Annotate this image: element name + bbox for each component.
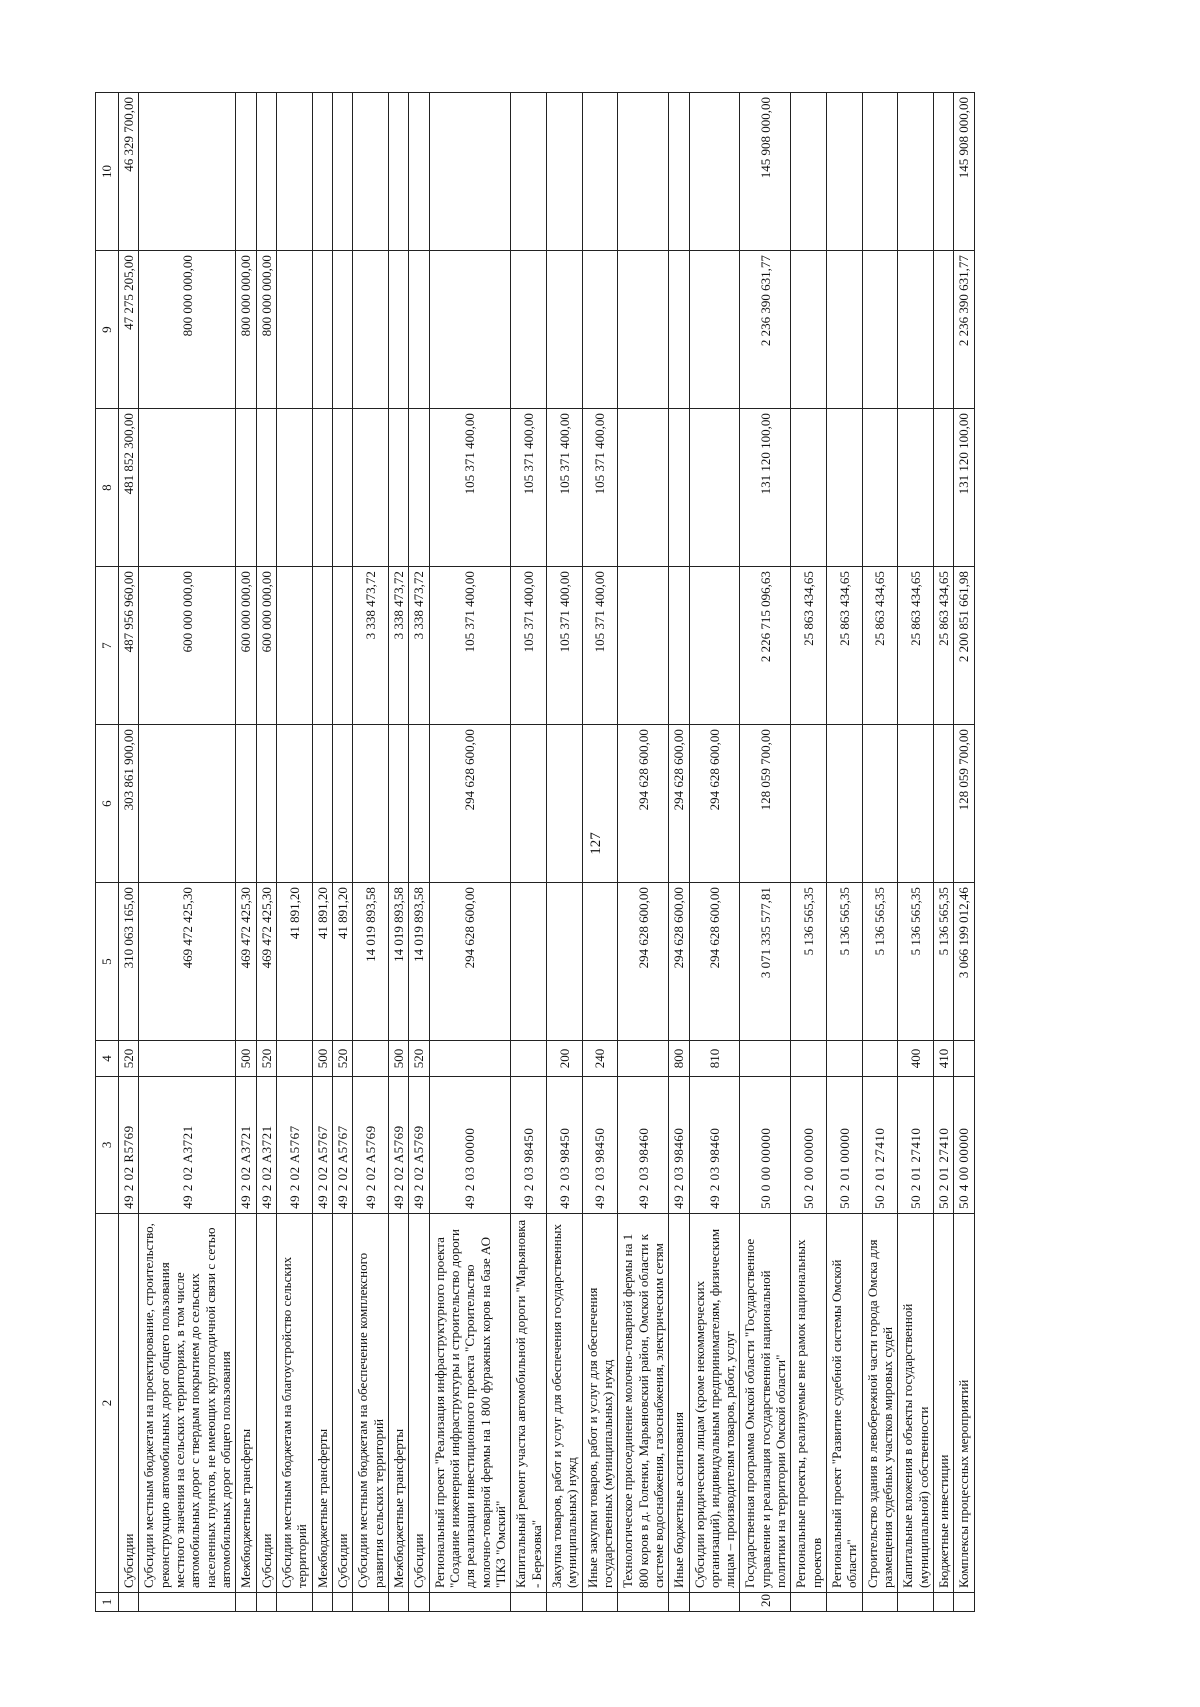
budget-table	[95, 92, 975, 1612]
row-name: Субсидии местным бюджетам на проектирование, строительство, реконструкцию автомобильных дорог общего пользования местного значения на сельских территориях, в том числе автомобильных дорог с твердым покрытием до сельских населенных пунктов, не имеющих круглогодичной связи с сетью автомобильных дорог общего пользования	[139, 1213, 236, 1592]
row-name: Межбюджетные трансферты	[312, 1213, 332, 1592]
row-value-8: 105 371 400,00	[429, 409, 511, 567]
row-value-5	[582, 883, 618, 1041]
row-name: Субсидии местным бюджетам на обеспечение комплексного развития сельских территорий	[353, 1213, 389, 1592]
row-value-7	[276, 567, 312, 725]
row-expense-type	[276, 1041, 312, 1077]
table-body	[119, 93, 975, 1612]
row-expense-type	[139, 1041, 236, 1077]
row-value-9	[689, 251, 740, 409]
row-expense-type	[862, 1041, 898, 1077]
row-value-7: 487 956 960,00	[119, 567, 139, 725]
row-value-8: 131 120 100,00	[954, 409, 974, 567]
row-expense-type: 400	[898, 1041, 934, 1077]
row-value-7	[618, 567, 669, 725]
column-header: 9	[96, 251, 119, 409]
row-code: 50 0 00 00000	[740, 1076, 791, 1213]
row-value-6	[139, 725, 236, 883]
row-value-8	[388, 409, 408, 567]
row-index	[618, 1593, 669, 1612]
row-code: 49 2 03 98450	[582, 1076, 618, 1213]
table-row	[898, 93, 934, 1612]
row-value-6	[409, 725, 429, 883]
row-code: 49 2 02 A5769	[388, 1076, 408, 1213]
row-code: 49 2 03 98460	[689, 1076, 740, 1213]
row-value-10	[139, 93, 236, 251]
row-code: 49 2 02 A3721	[236, 1076, 256, 1213]
row-value-10	[276, 93, 312, 251]
row-expense-type	[791, 1041, 827, 1077]
row-value-8	[409, 409, 429, 567]
table-row	[276, 93, 312, 1612]
table-row	[669, 93, 689, 1612]
row-value-7	[332, 567, 352, 725]
row-value-5: 469 472 425,30	[139, 883, 236, 1041]
row-value-9	[934, 251, 954, 409]
row-expense-type: 800	[669, 1041, 689, 1077]
row-value-10	[791, 93, 827, 251]
row-expense-type: 520	[256, 1041, 276, 1077]
table-row	[618, 93, 669, 1612]
row-value-7: 3 338 473,72	[388, 567, 408, 725]
row-value-7: 2 200 851 661,98	[954, 567, 974, 725]
table-row	[256, 93, 276, 1612]
table-row	[689, 93, 740, 1612]
row-value-8	[236, 409, 256, 567]
row-code: 49 2 02 R5769	[119, 1076, 139, 1213]
row-value-7: 600 000 000,00	[236, 567, 256, 725]
row-name: Бюджетные инвестиции	[934, 1213, 954, 1592]
row-index	[139, 1593, 236, 1612]
row-name: Региональный проект "Реализация инфраструктурного проекта "Создание инженерной инфраструктуры и строительство дороги для реализации инвестиционного проекта "Строительство молочно-товарной фермы на 1 800 фуражных коров на базе АО "ПКЗ "Омский"	[429, 1213, 511, 1592]
row-value-10	[827, 93, 863, 251]
row-index	[409, 1593, 429, 1612]
row-value-8	[332, 409, 352, 567]
row-value-8: 481 852 300,00	[119, 409, 139, 567]
row-value-6	[256, 725, 276, 883]
row-value-6	[791, 725, 827, 883]
row-value-8	[898, 409, 934, 567]
row-name: Региональные проекты, реализуемые вне рамок национальных проектов	[791, 1213, 827, 1592]
row-name: Субсидии местным бюджетам на благоустройство сельских территорий	[276, 1213, 312, 1592]
row-value-8	[618, 409, 669, 567]
row-code: 49 2 02 A5767	[332, 1076, 352, 1213]
row-code: 49 2 02 A5769	[409, 1076, 429, 1213]
row-value-9	[827, 251, 863, 409]
row-value-9	[332, 251, 352, 409]
row-value-8	[312, 409, 332, 567]
table-row	[332, 93, 352, 1612]
page-number: 127	[587, 832, 604, 855]
row-value-10	[669, 93, 689, 251]
row-value-7: 25 863 434,65	[898, 567, 934, 725]
row-value-7: 25 863 434,65	[862, 567, 898, 725]
row-expense-type	[511, 1041, 547, 1077]
row-value-5: 469 472 425,30	[236, 883, 256, 1041]
row-name: Комплексы процессных мероприятий	[954, 1213, 974, 1592]
row-value-9	[353, 251, 389, 409]
row-value-9: 47 275 205,00	[119, 251, 139, 409]
row-value-6	[511, 725, 547, 883]
row-value-10	[332, 93, 352, 251]
row-expense-type	[353, 1041, 389, 1077]
row-name: Субсидии	[332, 1213, 352, 1592]
row-value-6	[312, 725, 332, 883]
row-index	[511, 1593, 547, 1612]
budget-table-container	[95, 0, 1095, 1612]
row-index	[582, 1593, 618, 1612]
row-name: Иные закупки товаров, работ и услуг для обеспечения государственных (муниципальных) нужд	[582, 1213, 618, 1592]
row-expense-type	[827, 1041, 863, 1077]
row-value-9	[429, 251, 511, 409]
row-value-7: 105 371 400,00	[511, 567, 547, 725]
table-row	[312, 93, 332, 1612]
row-value-5: 41 891,20	[312, 883, 332, 1041]
row-value-7: 105 371 400,00	[429, 567, 511, 725]
row-value-5: 41 891,20	[332, 883, 352, 1041]
row-index	[827, 1593, 863, 1612]
row-name: Субсидии	[256, 1213, 276, 1592]
row-value-10: 145 908 000,00	[740, 93, 791, 251]
row-expense-type: 500	[236, 1041, 256, 1077]
row-value-6: 294 628 600,00	[689, 725, 740, 883]
table-row	[862, 93, 898, 1612]
row-index	[119, 1593, 139, 1612]
row-value-8	[862, 409, 898, 567]
row-value-8	[353, 409, 389, 567]
row-expense-type: 520	[409, 1041, 429, 1077]
row-value-10	[546, 93, 582, 251]
row-value-9: 2 236 390 631,77	[954, 251, 974, 409]
row-code: 50 2 01 27410	[898, 1076, 934, 1213]
row-value-5: 5 136 565,35	[827, 883, 863, 1041]
row-value-6	[388, 725, 408, 883]
row-value-8	[139, 409, 236, 567]
row-value-6	[862, 725, 898, 883]
row-value-5: 5 136 565,35	[862, 883, 898, 1041]
row-value-5: 5 136 565,35	[791, 883, 827, 1041]
column-header: 1	[96, 1593, 119, 1612]
row-value-10	[429, 93, 511, 251]
row-value-6	[934, 725, 954, 883]
table-row	[388, 93, 408, 1612]
row-name: Закупка товаров, работ и услуг для обеспечения государственных (муниципальных) нужд	[546, 1213, 582, 1592]
row-value-7: 600 000 000,00	[139, 567, 236, 725]
row-index	[862, 1593, 898, 1612]
row-index	[546, 1593, 582, 1612]
row-value-5	[546, 883, 582, 1041]
row-value-10	[409, 93, 429, 251]
table-row	[546, 93, 582, 1612]
row-value-8: 105 371 400,00	[511, 409, 547, 567]
row-name: Государственная программа Омской области "Государственное управление и реализация государственной национальной политики на территории Омской области"	[740, 1213, 791, 1592]
table-row	[511, 93, 547, 1612]
row-name: Технологическое присоединение молочно-товарной фермы на 1 800 коров в д. Голенки, Марьяновский район, Омской области к системе водоснабжения, газоснабжения, электрическим сетям	[618, 1213, 669, 1592]
row-value-5: 294 628 600,00	[689, 883, 740, 1041]
row-value-5: 294 628 600,00	[429, 883, 511, 1041]
row-value-9	[312, 251, 332, 409]
row-value-10: 46 329 700,00	[119, 93, 139, 251]
row-name: Межбюджетные трансферты	[388, 1213, 408, 1592]
row-value-5: 41 891,20	[276, 883, 312, 1041]
row-name: Субсидии	[119, 1213, 139, 1592]
row-value-9	[791, 251, 827, 409]
row-index	[332, 1593, 352, 1612]
row-value-9	[511, 251, 547, 409]
row-value-5	[511, 883, 547, 1041]
row-code: 50 2 01 27410	[862, 1076, 898, 1213]
row-value-7	[312, 567, 332, 725]
row-expense-type: 200	[546, 1041, 582, 1077]
row-value-5: 294 628 600,00	[669, 883, 689, 1041]
row-value-10	[689, 93, 740, 251]
row-value-6	[898, 725, 934, 883]
row-value-5: 5 136 565,35	[934, 883, 954, 1041]
table-row	[119, 93, 139, 1612]
row-code: 49 2 02 A3721	[256, 1076, 276, 1213]
table-row	[827, 93, 863, 1612]
row-value-7: 2 226 715 096,63	[740, 567, 791, 725]
row-value-5: 5 136 565,35	[898, 883, 934, 1041]
row-code: 49 2 03 98460	[618, 1076, 669, 1213]
row-index	[429, 1593, 511, 1612]
row-value-5: 310 063 165,00	[119, 883, 139, 1041]
row-name: Строительство здания в левобережной части города Омска для размещения судебных участков мировых судей	[862, 1213, 898, 1592]
table-row	[791, 93, 827, 1612]
table-row	[429, 93, 511, 1612]
row-value-10	[582, 93, 618, 251]
row-value-8	[256, 409, 276, 567]
row-value-6: 128 059 700,00	[954, 725, 974, 883]
row-value-9	[862, 251, 898, 409]
row-name: Капитальные вложения в объекты государственной (муниципальной) собственности	[898, 1213, 934, 1592]
column-header: 5	[96, 883, 119, 1041]
row-value-5: 294 628 600,00	[618, 883, 669, 1041]
row-value-7: 105 371 400,00	[546, 567, 582, 725]
row-value-5: 3 071 335 577,81	[740, 883, 791, 1041]
row-value-5: 14 019 893,58	[388, 883, 408, 1041]
row-value-9	[582, 251, 618, 409]
row-value-9	[409, 251, 429, 409]
row-value-8	[669, 409, 689, 567]
row-value-5: 3 066 199 012,46	[954, 883, 974, 1041]
row-value-7: 600 000 000,00	[256, 567, 276, 725]
row-value-8	[791, 409, 827, 567]
column-header: 4	[96, 1041, 119, 1077]
row-value-8	[827, 409, 863, 567]
row-value-7: 25 863 434,65	[791, 567, 827, 725]
row-value-7	[689, 567, 740, 725]
column-header: 10	[96, 93, 119, 251]
row-value-10	[353, 93, 389, 251]
row-code: 49 2 03 98450	[511, 1076, 547, 1213]
row-value-6: 303 861 900,00	[119, 725, 139, 883]
row-index	[791, 1593, 827, 1612]
row-value-8	[689, 409, 740, 567]
table-row	[954, 93, 974, 1612]
row-value-6: 294 628 600,00	[618, 725, 669, 883]
column-header: 6	[96, 725, 119, 883]
row-value-6: 294 628 600,00	[429, 725, 511, 883]
column-header: 7	[96, 567, 119, 725]
row-code: 50 4 00 00000	[954, 1076, 974, 1213]
row-index	[689, 1593, 740, 1612]
row-index	[898, 1593, 934, 1612]
row-expense-type	[429, 1041, 511, 1077]
row-index	[256, 1593, 276, 1612]
row-value-9	[388, 251, 408, 409]
column-header: 3	[96, 1076, 119, 1213]
row-value-7: 3 338 473,72	[409, 567, 429, 725]
row-value-9	[669, 251, 689, 409]
row-index	[312, 1593, 332, 1612]
table-row	[582, 93, 618, 1612]
row-value-10	[511, 93, 547, 251]
row-expense-type: 240	[582, 1041, 618, 1077]
row-value-10	[862, 93, 898, 251]
row-code: 49 2 03 98460	[669, 1076, 689, 1213]
row-expense-type: 500	[388, 1041, 408, 1077]
table-row	[934, 93, 954, 1612]
row-value-6	[276, 725, 312, 883]
row-code: 49 2 03 00000	[429, 1076, 511, 1213]
row-value-6	[353, 725, 389, 883]
row-value-10	[618, 93, 669, 251]
row-value-5: 14 019 893,58	[409, 883, 429, 1041]
row-name: Субсидии юридическим лицам (кроме некоммерческих организаций), индивидуальным предпринимателям, физическим лицам – производителям товаров, работ, услуг	[689, 1213, 740, 1592]
table-row	[409, 93, 429, 1612]
row-code: 50 2 01 00000	[827, 1076, 863, 1213]
row-value-7: 25 863 434,65	[827, 567, 863, 725]
row-value-7	[669, 567, 689, 725]
row-expense-type: 410	[934, 1041, 954, 1077]
row-name: Капитальный ремонт участка автомобильной дороги "Марьяновка - Березовка"	[511, 1213, 547, 1592]
row-value-6	[236, 725, 256, 883]
row-index	[236, 1593, 256, 1612]
row-value-6	[332, 725, 352, 883]
row-value-8	[934, 409, 954, 567]
table-row	[740, 93, 791, 1612]
row-value-6: 294 628 600,00	[669, 725, 689, 883]
row-value-10	[236, 93, 256, 251]
row-name: Региональный проект "Развитие судебной системы Омской области"	[827, 1213, 863, 1592]
row-code: 50 2 01 27410	[934, 1076, 954, 1213]
row-value-6	[546, 725, 582, 883]
row-value-9: 2 236 390 631,77	[740, 251, 791, 409]
row-value-10	[388, 93, 408, 251]
row-index	[276, 1593, 312, 1612]
row-code: 49 2 03 98450	[546, 1076, 582, 1213]
column-header: 8	[96, 409, 119, 567]
row-value-10	[256, 93, 276, 251]
row-value-10: 145 908 000,00	[954, 93, 974, 251]
table-row	[139, 93, 236, 1612]
table-row	[353, 93, 389, 1612]
row-index	[934, 1593, 954, 1612]
row-value-8	[276, 409, 312, 567]
row-index	[353, 1593, 389, 1612]
row-value-9	[898, 251, 934, 409]
row-name: Межбюджетные трансферты	[236, 1213, 256, 1592]
row-index: 20	[740, 1593, 791, 1612]
row-value-6: 128 059 700,00	[740, 725, 791, 883]
column-header: 2	[96, 1213, 119, 1592]
row-index	[669, 1593, 689, 1612]
row-value-9	[276, 251, 312, 409]
row-value-9	[618, 251, 669, 409]
row-index	[388, 1593, 408, 1612]
table-row	[236, 93, 256, 1612]
row-expense-type	[618, 1041, 669, 1077]
row-value-5: 14 019 893,58	[353, 883, 389, 1041]
row-code: 49 2 02 A5769	[353, 1076, 389, 1213]
row-value-8: 131 120 100,00	[740, 409, 791, 567]
row-value-9	[546, 251, 582, 409]
row-value-9: 800 000 000,00	[236, 251, 256, 409]
row-value-9: 800 000 000,00	[256, 251, 276, 409]
row-index	[954, 1593, 974, 1612]
row-value-10	[898, 93, 934, 251]
row-expense-type: 520	[119, 1041, 139, 1077]
row-expense-type: 810	[689, 1041, 740, 1077]
row-value-7: 25 863 434,65	[934, 567, 954, 725]
row-name: Иные бюджетные ассигнования	[669, 1213, 689, 1592]
row-value-8: 105 371 400,00	[546, 409, 582, 567]
row-expense-type	[740, 1041, 791, 1077]
row-code: 49 2 02 A3721	[139, 1076, 236, 1213]
row-value-6	[827, 725, 863, 883]
row-code: 50 2 00 00000	[791, 1076, 827, 1213]
row-expense-type: 520	[332, 1041, 352, 1077]
row-expense-type	[954, 1041, 974, 1077]
row-value-7: 3 338 473,72	[353, 567, 389, 725]
row-value-5: 469 472 425,30	[256, 883, 276, 1041]
row-code: 49 2 02 A5767	[312, 1076, 332, 1213]
header-row	[96, 93, 119, 1612]
row-expense-type: 500	[312, 1041, 332, 1077]
row-code: 49 2 02 A5767	[276, 1076, 312, 1213]
row-value-7: 105 371 400,00	[582, 567, 618, 725]
row-value-10	[934, 93, 954, 251]
row-value-9: 800 000 000,00	[139, 251, 236, 409]
row-name: Субсидии	[409, 1213, 429, 1592]
row-value-6	[582, 725, 618, 883]
row-value-8: 105 371 400,00	[582, 409, 618, 567]
row-value-10	[312, 93, 332, 251]
